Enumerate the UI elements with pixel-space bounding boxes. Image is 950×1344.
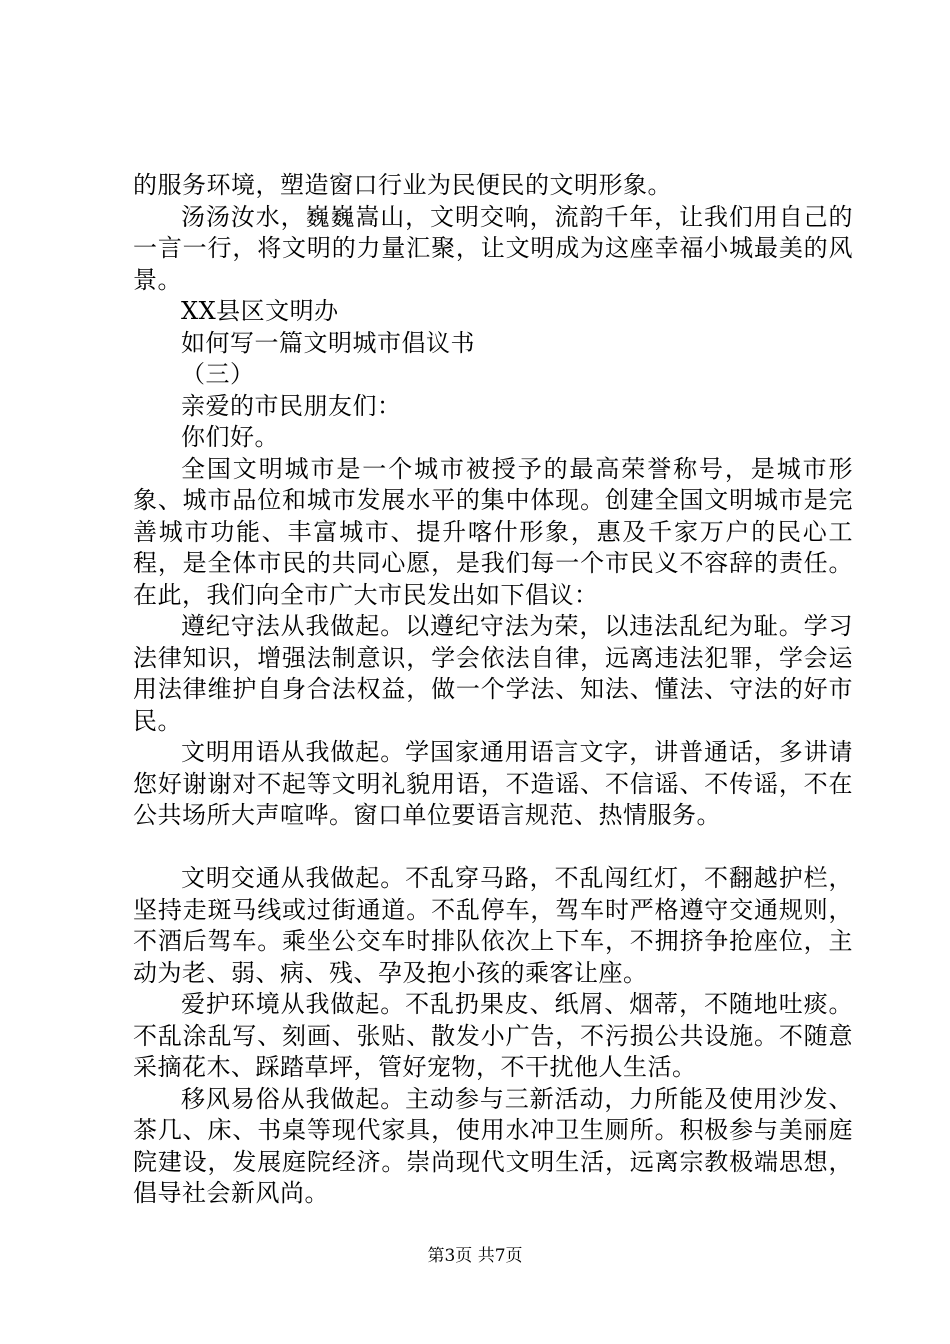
paragraph-6: 亲爱的市民朋友们：	[181, 391, 402, 420]
paragraph-10: 文明用语从我做起。学国家通用语言文字，讲普通话，多讲请您好谢谢对不起等文明礼貌用语，不造谣、不信谣、不传谣，不在公共场所大声喧哗。窗口单位要语言规范、热情服务。	[133, 738, 853, 829]
paragraph-8: 全国文明城市是一个城市被授予的最高荣誉称号，是城市形象、城市品位和城市发展水平的集中体现。创建全国文明城市是完善城市功能、丰富城市、提升喀什形象，惠及千家万户的民心工程，是全体市民的共同心愿，是我们每一个市民义不容辞的责任。在此，我们向全市广大市民发出如下倡议：	[133, 454, 853, 609]
paragraph-3: XX县区文明办	[181, 297, 339, 325]
document-body	[133, 170, 853, 1210]
paragraph-7: 你们好。	[181, 423, 279, 451]
paragraph-13: 移风易俗从我做起。主动参与三新活动，力所能及使用沙发、茶几、床、书桌等现代家具，使用水冲卫生厕所。积极参与美丽庭院建设，发展庭院经济。崇尚现代文明生活，远离宗教极端思想，倡导社会新风尚。	[133, 1084, 853, 1207]
paragraph-1: 的服务环境，塑造窗口行业为民便民的文明形象。	[133, 171, 672, 199]
page-number: 第3页 共7页	[427, 1246, 523, 1266]
paragraph-5: （三）	[181, 360, 255, 388]
paragraph-4: 如何写一篇文明城市倡议书	[181, 328, 475, 357]
paragraph-2: 汤汤汝水，巍巍嵩山，文明交响，流韵千年，让我们用自己的一言一行，将文明的力量汇聚，让文明成为这座幸福小城最美的风景。	[133, 202, 853, 294]
paragraph-9: 遵纪守法从我做起。以遵纪守法为荣，以违法乱纪为耻。学习法律知识，增强法制意识，学会依法自律，远离违法犯罪，学会运用法律维护自身合法权益，做一个学法、知法、懂法、守法的好市民。	[133, 612, 853, 735]
paragraph-gap	[133, 832, 853, 864]
page-footer	[0, 1241, 950, 1266]
paragraph-12: 爱护环境从我做起。不乱扔果皮、纸屑、烟蒂，不随地吐痰。不乱涂乱写、刻画、张贴、散发小广告，不污损公共设施。不随意采摘花木、踩踏草坪，管好宠物，不干扰他人生活。	[133, 990, 853, 1081]
paragraph-11: 文明交通从我做起。不乱穿马路，不乱闯红灯，不翻越护栏，坚持走斑马线或过街通道。不乱停车，驾车时严格遵守交通规则，不酒后驾车。乘坐公交车时排队依次上下车，不拥挤争抢座位，主动为老、弱、病、残、孕及抱小孩的乘客让座。	[133, 864, 853, 987]
